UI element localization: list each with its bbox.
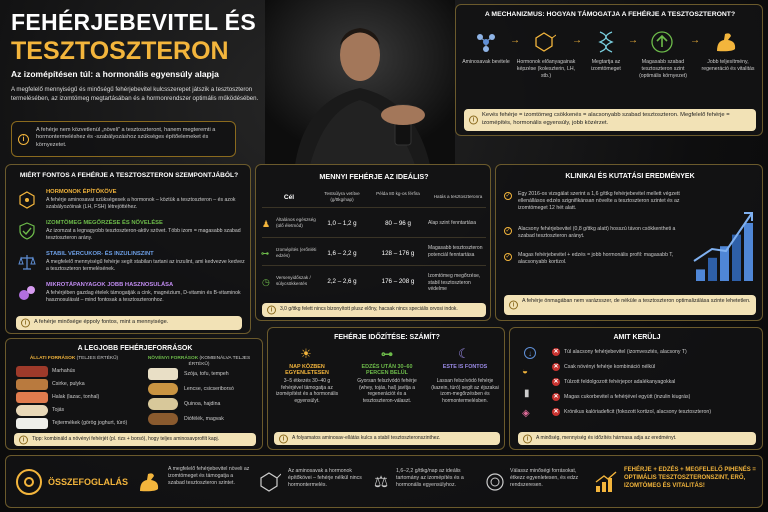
info-icon: i xyxy=(18,134,29,145)
x-icon: ✕ xyxy=(553,409,559,415)
mechanism-title: A MECHANIZMUS: HOGYAN TÁMOGATJA A FEHÉRJE A TESZTOSZTERONT? xyxy=(484,11,736,18)
table-row-2-example: 128 – 176 g xyxy=(381,250,415,257)
why-note xyxy=(16,316,242,330)
vitamins-icon xyxy=(16,282,38,304)
table-row-1-effect: Alap szint fenntartása xyxy=(428,220,477,226)
timing-item-3-title: ESTE IS FONTOS xyxy=(442,364,488,370)
x-icon: ✕ xyxy=(553,394,559,400)
x-icon: ✕ xyxy=(553,349,559,355)
arrow-icon: → xyxy=(510,35,520,46)
beef-image xyxy=(16,366,48,377)
research-item-2: Alacsony fehérjebevitel (0,8 g/ttkg alatt) hosszú távon csökkentheti a szabad tesztoszteron arányt. xyxy=(518,226,676,239)
check-icon: ✓ xyxy=(505,193,511,199)
why-panel xyxy=(5,164,251,334)
table-header-example: Példa 80 kg-os férfira xyxy=(376,191,420,196)
why-item-3-text: A megfelelő mennyiségű fehérje segít stabilan tartani az inzulint, ami kedvezve kedvez a tesztoszteron termelésének. xyxy=(46,259,245,272)
sun-icon: ☀ xyxy=(300,346,312,361)
avoid-panel xyxy=(509,327,763,450)
balance-scale-icon xyxy=(16,251,38,273)
scale-icon: ⚖ xyxy=(373,474,389,491)
flexed-arm-icon xyxy=(134,468,164,496)
shield-check-icon xyxy=(16,220,38,242)
table-row-1-example: 80 – 96 g xyxy=(385,220,411,227)
research-note xyxy=(504,295,756,315)
intro-text: A megfelelő mennyiségű és minőségű fehérjebevitel kulcsszerepet játszik a tesztoszteron termelésében, az izomtömeg megtartásában és a hormonrendszer optimális működésében. xyxy=(11,86,259,102)
animal-source-3: Halak (lazac, tonhal) xyxy=(52,394,100,400)
sources-panel xyxy=(5,338,263,450)
why-note-text: A fehérje minősége éppoly fontos, mint a mennyisége. xyxy=(34,319,169,325)
check-icon: ✓ xyxy=(505,254,511,260)
plant-sources-title-text: NÖVÉNYI FORRÁSOK xyxy=(147,356,199,361)
why-item-1-title: HORMONOK ÉPÍTŐKÖVE xyxy=(46,189,117,195)
mechanism-step-5: Jobb teljesítmény, regeneráció és vitalitás xyxy=(701,59,755,72)
avoid-item-4: Magas cukorbevitel a fehérjével együtt (inzulin kiugrás) xyxy=(564,394,691,400)
table-row-2-goal: Izomépítés (erőnléti edzés) xyxy=(276,247,317,258)
nuts-image xyxy=(148,413,178,425)
timing-item-2-text: Gyorsan felszívódó fehérje (whey, tojás, hal) javítja a regenerációt és a tesztoszteron-választ. xyxy=(357,378,417,404)
mechanism-step-3: Megtartja az izomtömeget xyxy=(591,59,621,72)
table-divider xyxy=(262,207,486,208)
timing-item-1-text: 3–5 étkezés 30–40 g fehérjével támogatja az izomépítést és a hormonális egyensúlyt. xyxy=(275,378,339,404)
eggs-image xyxy=(16,405,48,416)
arrow-icon: → xyxy=(690,35,700,46)
table-row-2-per-kg: 1,6 – 2,2 g xyxy=(327,250,357,257)
info-icon: i xyxy=(19,435,28,444)
amount-title: MENNYI FEHÉRJE AZ IDEÁLIS? xyxy=(319,172,429,181)
summary-item-2: Az aminosavak a hormonok építőkövei – fehérje nélkül nincs hormontermelés. xyxy=(288,468,362,488)
avoid-title: AMIT KERÜLJ xyxy=(613,334,661,341)
why-title: MIÉRT FONTOS A FEHÉRJE A TESZTOSZTERON SZEMPONTJÁBÓL? xyxy=(19,172,239,179)
mechanism-step-2: Hormonok előanyagainak képzése (koleszterin, LH, stb.) xyxy=(516,59,576,79)
avoid-note xyxy=(518,432,756,445)
plant-source-1: Szója, tofu, tempeh xyxy=(184,371,229,377)
arrow-up-icon xyxy=(642,29,682,55)
mechanism-panel xyxy=(455,4,763,136)
table-row-1-per-kg: 1,0 – 1,2 g xyxy=(327,220,357,227)
sources-title: A LEGJOBB FEHÉRJEFORRÁSOK xyxy=(77,345,193,352)
arrow-down-icon: ↓ xyxy=(524,347,536,359)
page-subtitle: Az izomépítésen túl: a hormonális egyensúly alapja xyxy=(11,69,219,79)
salmon-image xyxy=(16,392,48,403)
timing-item-1-title: NAP KÖZBEN EGYENLETESEN xyxy=(285,364,329,377)
flexed-arm-icon xyxy=(706,29,746,55)
mechanism-step-4: Magasabb szabad tesztoszteron szint (optimális környezet) xyxy=(639,59,687,79)
summary-item-1: A megfelelő fehérjebevitel növeli az izomtömeget és támogatja a szabad tesztoszteron szintet. xyxy=(168,466,250,486)
plant-sources-title xyxy=(138,356,260,368)
why-item-3-title: STABIL VÉRCUKOR- ÉS INZULINSZINT xyxy=(46,251,154,257)
molecule-icon xyxy=(16,189,38,211)
avoid-note-text: A minőség, mennyiség és időzítés hármasa adja az eredményt. xyxy=(536,435,677,441)
check-icon: ✓ xyxy=(505,228,511,234)
mechanism-note xyxy=(464,109,756,131)
why-item-1-text: A fehérje aminosavai szükségesek a hormonok – köztük a tesztoszteron – és azok szabályozóinak (LH, FSH) létrejöttéhez. xyxy=(46,197,236,210)
why-item-2-title: IZOMTÖMEG MEGŐRZÉSE ÉS NÖVELÉSE xyxy=(46,220,163,226)
page-title-line1: FEHÉRJEBEVITEL ÉS xyxy=(11,9,256,35)
summary-item-4: Válassz minőségi forrásokat, étkezz egyenletesen, és edzz rendszeresen. xyxy=(510,468,579,488)
animal-source-1: Marhahús xyxy=(52,368,76,374)
timing-panel xyxy=(267,327,505,450)
lentils-image xyxy=(148,383,178,395)
table-row-3-example: 176 – 208 g xyxy=(381,278,415,285)
intro-info-box xyxy=(11,121,236,157)
table-header-effect: Hatás a tesztoszteronra xyxy=(433,194,483,199)
table-row-2-effect: Magasabb tesztoszteron potenciál fenntartása xyxy=(428,245,483,258)
summary-final: FEHÉRJE + EDZÉS + MEGFELELŐ PIHENÉS = OPTIMÁLIS TESZTOSZTERONSZINT, ERŐ, IZOMTÖMEG ÉS VITALITÁS! xyxy=(624,467,756,490)
arrow-icon: → xyxy=(572,35,582,46)
tofu-image xyxy=(148,368,178,380)
plant-source-4: Diófélék, magvak xyxy=(184,416,224,422)
table-row-3-goal: Versenyidőszak / súlycsökkentés xyxy=(276,275,311,286)
x-icon: ✕ xyxy=(553,364,559,370)
amount-note-text: 3,0 g/ttkg felett nincs bizonyított plusz előny, hacsak nincs speciális orvosi indok. xyxy=(280,306,458,312)
dairy-image xyxy=(16,418,48,429)
chart-bar xyxy=(708,258,717,281)
stopwatch-icon: ◷ xyxy=(262,277,270,287)
dumbbell-icon: ⊶ xyxy=(381,347,393,361)
table-header-goal: Cél xyxy=(283,194,295,201)
summary-title: ÖSSZEFOGLALÁS xyxy=(48,477,129,487)
arrow-icon: → xyxy=(628,35,638,46)
dumbbell-icon: ⊶ xyxy=(261,249,269,258)
animal-sources-title-text: ÁLLATI FORRÁSOK xyxy=(29,356,76,361)
molecule-icon xyxy=(466,29,506,55)
animal-source-4: Tojás xyxy=(52,407,65,413)
research-note-text: A fehérje önmagában nem varázsszer, de néküle a tesztoszteron optimalizálása szinte lehetetlen. xyxy=(522,298,751,304)
timing-note-text: A folyamatos aminosav-ellátás kulcs a stabil tesztoszteronszinthez. xyxy=(292,435,441,441)
target-icon xyxy=(16,469,42,495)
quinoa-image xyxy=(148,398,178,410)
page-title-line2: TESZTOSZTERON xyxy=(11,37,229,65)
table-header-per-kg: Testsúlyra vetítve (g/ttkg/nap) xyxy=(324,191,360,202)
amount-note xyxy=(262,303,486,317)
avoid-item-5: Krónikus kalóriadeficit (fokozott kortizol, alacsony tesztoszteron) xyxy=(564,409,712,415)
table-row-3-effect: Izomtömeg megőrzése, stabil tesztoszteron védelme xyxy=(428,273,481,292)
summary-item-3: 1,6–2,2 g/ttkg/nap az ideális tartomány az izomépítés és a hormonális egyensúlyhoz. xyxy=(396,468,464,488)
why-item-4-title: MIKROTÁPANYAGOK JOBB HASZNOSULÁSA xyxy=(46,282,174,288)
plant-source-2: Lencse, csicseriborsó xyxy=(184,386,234,392)
table-row-3-per-kg: 2,2 – 2,6 g xyxy=(327,278,357,285)
plate-icon xyxy=(482,468,508,496)
moon-icon: ☾ xyxy=(458,346,470,361)
chart-bar xyxy=(744,223,753,281)
table-divider xyxy=(262,237,486,238)
info-icon: i xyxy=(469,116,478,125)
plant-source-3: Quinoa, hajdina xyxy=(184,401,221,407)
table-row-1-goal: Általános egészség (ülő életmód) xyxy=(276,217,316,228)
animal-sources-subtitle: (TELJES ÉRTÉKŰ) xyxy=(76,356,119,361)
bottle-icon: ▮ xyxy=(524,388,530,399)
chart-bar xyxy=(696,269,705,281)
info-icon: i xyxy=(21,319,30,328)
dna-icon xyxy=(586,29,626,55)
intro-info-text: A fehérje nem közvetlenül „növeli” a tesztoszteront, hanem megteremti a hormontermeléshez és -szabályozáshoz szükséges építőelemeket és környezetet. xyxy=(36,127,216,148)
mechanism-note-text: Kevés fehérje = izomtömeg csökkenés = alacsonyabb szabad tesztoszteron. Megfelelő fehérje = izomépítés, hormonális egyensúly, jobb közérzet. xyxy=(482,112,730,126)
avoid-item-2: Csak növényi fehérje kombináció nélkül xyxy=(564,364,656,370)
person-icon: ♟ xyxy=(262,219,271,229)
timing-item-3-text: Lassan felszívódó fehérje (kazein, túró) segít az éjszakai izom-megőrzésben és hormontermelésben. xyxy=(431,378,499,404)
animal-sources-title xyxy=(14,356,134,362)
info-icon: i xyxy=(267,306,276,315)
amount-panel xyxy=(255,164,491,321)
avoid-item-1: Túl alacsony fehérjebevitel (izomvesztés, alacsony T) xyxy=(564,349,687,355)
research-title: KLINIKAI ÉS KUTATÁSI EREDMÉNYEK xyxy=(565,173,695,180)
rising-bar-chart xyxy=(692,205,756,281)
research-item-3: Magas fehérjebevitel + edzés = jobb hormonális profil: magasabb T, alacsonyabb kortizol. xyxy=(518,252,674,265)
info-icon: i xyxy=(279,434,288,443)
why-item-2-text: Az izomzat a legnagyobb tesztoszteron-aktív szövet. Több izom = magasabb szabad tesztoszteron arány. xyxy=(46,228,241,241)
sources-note-text: Tipp: kombináld a növényi fehérjét (pl. rizs + borsó), hogy teljes aminosavprofilt kapj. xyxy=(32,436,219,442)
chicken-image xyxy=(16,379,48,390)
animal-source-5: Tejtermékek (görög joghurt, túró) xyxy=(52,420,128,426)
molecule-icon xyxy=(254,468,284,496)
animal-source-2: Csirke, pulyka xyxy=(52,381,85,387)
sugar-icon: ◈ xyxy=(522,408,530,419)
mechanism-step-1: Aminosavak bevitele xyxy=(462,59,510,65)
x-icon: ✕ xyxy=(553,379,559,385)
why-item-4-text: A fehérjében gazdag ételek támogatják a cink, magnézium, D-vitamin és B-vitaminok hasznosulását – mind fontosak a tesztoszteronhoz. xyxy=(46,290,241,303)
burger-icon: ◒ xyxy=(522,366,529,377)
info-icon: i xyxy=(523,434,532,443)
hexagon-molecule-icon xyxy=(524,29,564,55)
info-icon: i xyxy=(509,301,518,310)
timing-note xyxy=(274,432,500,445)
plant-sources-subtitle: (KOMBINÁLVA TELJES ÉRTÉKŰ) xyxy=(188,356,251,367)
research-panel xyxy=(495,164,763,321)
summary-panel xyxy=(5,455,763,508)
timing-item-2-title: EDZÉS UTÁN 30–60 PERCEN BELÜL xyxy=(361,364,413,377)
avoid-item-3: Túlzott feldolgozott fehérjepor adalékanyagokkal xyxy=(564,379,676,385)
timing-title: FEHÉRJE IDŐZÍTÉSE: SZÁMÍT? xyxy=(334,334,440,341)
sources-note xyxy=(14,433,256,446)
research-item-1: Egy 2016-os vizsgálat szerint a 1,6 g/ttkg fehérjebevitel mellett végzett ellenállásos edzés szignifikánsan növelte a tesztoszteron szintet és az izomtömeget 12 hét alatt. xyxy=(518,191,680,211)
hero-photo xyxy=(265,0,455,165)
table-divider xyxy=(262,265,486,266)
rising-chart-icon xyxy=(592,468,620,496)
